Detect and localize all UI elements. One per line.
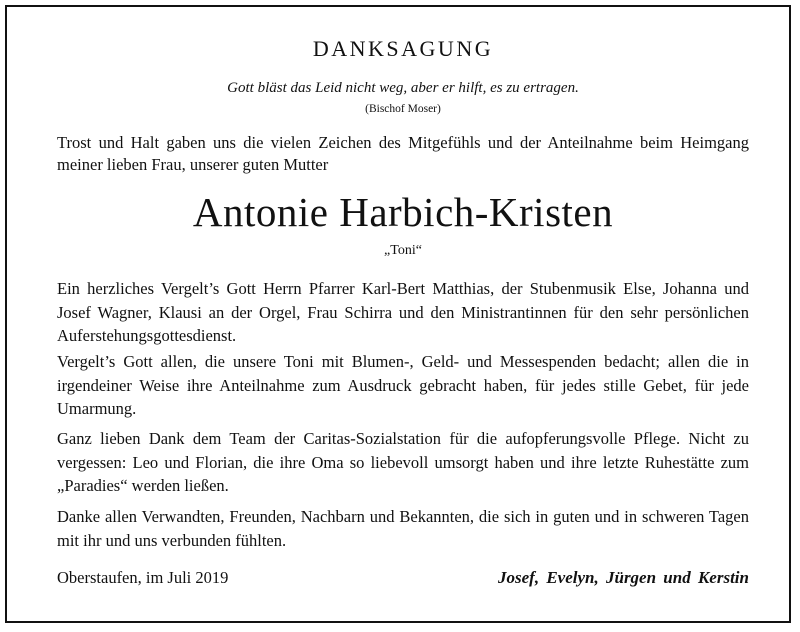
intro-text: Trost und Halt gaben uns die vielen Zeichen des Mitgefühls und der Anteilnahme beim Heimgang meiner lieben Frau, unserer guten Mutter [57, 133, 749, 174]
thanks-paragraph-donations: Vergelt’s Gott allen, die unsere Toni mit Blumen-, Geld- und Messespenden bedacht; allen die in irgendeiner Weise ihre Anteilnahme zum Ausdruck gebracht haben, für jedes stille Gebet, für jede Umarmung. [57, 352, 749, 418]
place-date: Oberstaufen, im Juli 2019 [57, 568, 229, 587]
thanks-paragraph-relatives: Danke allen Verwandten, Freunden, Nachbarn und Bekannten, die sich in guten und in schweren Tagen mit ihr und uns verbunden fühlten. [57, 507, 749, 550]
thanks-paragraph-clergy: Ein herzliches Vergelt’s Gott Herrn Pfarrer Karl-Bert Matthias, der Stubenmusik Else, Johanna und Josef Wagner, Klausi an der Orgel, Frau Schirra und den Ministrantinnen für den sehr persönlichen Auferstehungsgottesdienst. [57, 279, 749, 345]
deceased-nickname: „Toni“ [384, 243, 422, 258]
signatories: Josef, Evelyn, Jürgen und Kerstin [498, 568, 749, 587]
motto-source: (Bischof Moser) [365, 103, 441, 115]
motto-quote: Gott bläst das Leid nicht weg, aber er hilft, es zu ertragen. [227, 80, 579, 96]
notice-heading: DANKSAGUNG [312, 36, 494, 61]
thanks-paragraph-care: Ganz lieben Dank dem Team der Caritas-Sozialstation für die aufopferungsvolle Pflege. Nicht zu vergessen: Leo und Florian, die ihre Oma so liebevoll umsorgt haben und ihre letzte Ruhestätte zum „Paradies“ werden ließen. [57, 429, 749, 495]
deceased-name: Antonie Harbich-Kristen [192, 189, 614, 235]
